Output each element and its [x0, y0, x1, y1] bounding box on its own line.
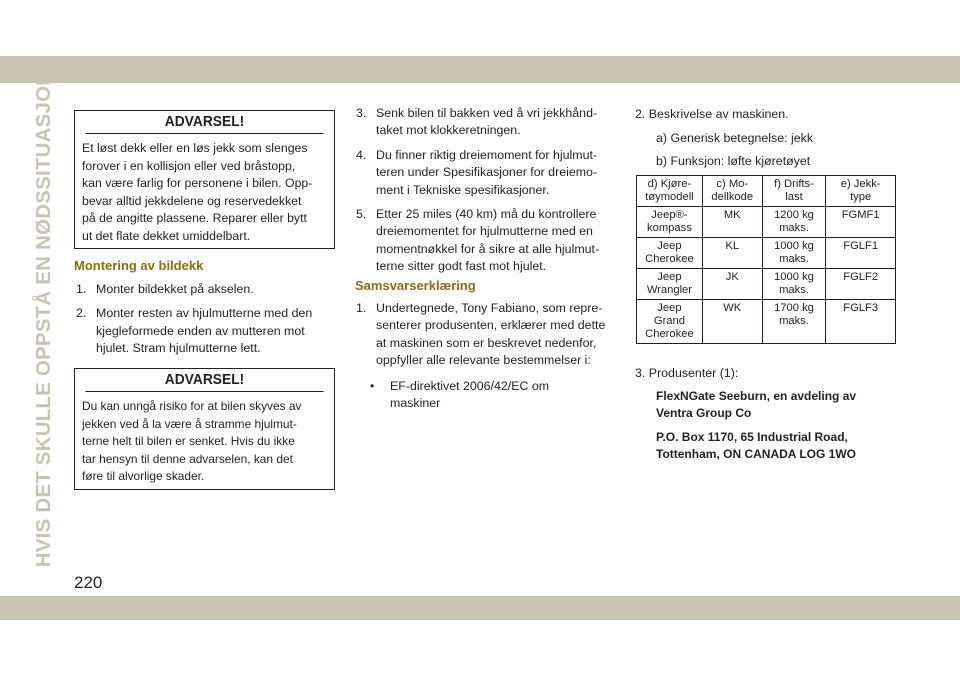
warning-line: tar hensyn til denne advarselen, kan det: [82, 451, 293, 466]
warning-line: kan være farlig for personene i bilen. Opp-: [82, 176, 313, 190]
table-row: [637, 238, 896, 269]
warning-box-loose-tire: [74, 110, 335, 249]
warning-line: ut det flate dekket umiddelbart.: [82, 228, 251, 243]
warning-line: jekken ved å la være å stramme hjulmut-: [82, 416, 297, 431]
table-cell: MK: [702, 207, 762, 238]
list-item: 5. Etter 25 miles (40 km) må du kontrollere dreiemomentet for hjulmutterne med en momentnøkkel for å sikre at alle hjulmut- terne sitter godt fast mot hjulet.: [356, 207, 600, 274]
bullet-icon: •: [370, 379, 375, 393]
manufacturers-heading: 3. Produsenter (1):: [635, 366, 739, 380]
table-header-row: [637, 176, 896, 207]
table-cell: 1000 kg maks.: [762, 269, 826, 300]
list-item: 1. Undertegnede, Tony Fabiano, som repre- senterer produsenten, erklærer med dette at maskinen som er beskrevet nedenfor, oppfyller alle relevante bestemmelser i:: [356, 301, 606, 368]
generic-designation: a) Generisk betegnelse: jekk: [656, 131, 814, 145]
warning-box-jack: [74, 368, 335, 490]
section-side-tab-label: HVIS DET SKULLE OPPSTÅ EN NØDSSITUASJON: [32, 70, 56, 568]
warning-line: Et løst dekk eller en løs jekk som slenges: [82, 141, 308, 155]
table-row: [637, 207, 896, 238]
table-cell: FGLF1: [826, 238, 896, 269]
warning-text: [75, 392, 334, 486]
warning-line: terne helt til bilen er senket. Hvis du ikke: [82, 434, 295, 448]
list-item: 1. Monter bildekket på akselen.: [76, 282, 254, 296]
table-cell: FGLF2: [826, 269, 896, 300]
mounting-steps: [76, 281, 338, 365]
table-cell: FGLF3: [826, 300, 896, 344]
table-cell: JK: [702, 269, 762, 300]
warning-line: bevar alltid jekkdelene og reservedekket: [82, 193, 302, 208]
function-line: b) Funksjon: løfte kjøretøyet: [656, 154, 811, 168]
section-heading-conformity: Samsvarserklæring: [355, 278, 476, 293]
warning-line: Du kan unngå risiko for at bilen skyves av: [82, 399, 302, 413]
table-cell: 1200 kg maks.: [762, 207, 826, 238]
table-cell: 1700 kg maks.: [762, 300, 826, 344]
manufacturer-address: P.O. Box 1170, 65 Industrial Road, Tottenham, ON CANADA LOG 1WO: [656, 430, 856, 461]
list-item: 4. Du finner riktig dreiemoment for hjulmut- teren under Spesifikasjoner for dreiemo- ment i Tekniske spesifikasjoner.: [356, 147, 598, 197]
table-cell: Jeep Grand Cherokee: [637, 300, 703, 344]
machine-description-heading: 2. Beskrivelse av maskinen.: [635, 107, 789, 121]
column-header: c) Mo- dellkode: [702, 176, 762, 207]
table-cell: FGMF1: [826, 207, 896, 238]
table-row: [637, 269, 896, 300]
conformity-steps: [356, 300, 618, 377]
list-item: 3. Senk bilen til bakken ved å vri jekkhånd- taket mot klokkeretningen.: [356, 106, 598, 138]
section-side-tab: [32, 70, 56, 568]
page-number: 220: [74, 573, 103, 592]
table-row: [637, 300, 896, 344]
table-cell: KL: [702, 238, 762, 269]
manufacturer-name: FlexNGate Seeburn, en avdeling av Ventra Group Co: [656, 389, 857, 420]
table-cell: WK: [702, 300, 762, 344]
column-header: e) Jekk- type: [826, 176, 896, 207]
jack-spec-table: [636, 175, 896, 344]
list-item: 2. Monter resten av hjulmutterne med den kjegleformede enden av mutteren mot hjulet. Stram hjulmutterne lett.: [76, 306, 313, 356]
warning-text: [75, 134, 334, 245]
table-cell: Jeep Wrangler: [637, 269, 703, 300]
table-cell: 1000 kg maks.: [762, 238, 826, 269]
column-header: d) Kjøre- tøymodell: [637, 176, 703, 207]
table-cell: Jeep Cherokee: [637, 238, 703, 269]
column-header: f) Drifts- last: [762, 176, 826, 207]
warning-line: på de angitte plassene. Reparer eller bytt: [82, 211, 307, 225]
warning-line: føre til alvorlige skader.: [82, 469, 205, 483]
section-heading-mounting: Montering av bildekk: [74, 258, 204, 273]
warning-title: ADVARSEL!: [85, 111, 323, 134]
warning-title: ADVARSEL!: [85, 369, 323, 392]
table-cell: Jeep®- kompass: [637, 207, 703, 238]
mounting-steps-continued: [356, 105, 618, 283]
header-band: [0, 56, 960, 83]
directive-bullet: • EF-direktivet 2006/42/EC om maskiner: [370, 379, 550, 411]
warning-line: forover i en kollisjon eller ved bråstopp,: [82, 158, 296, 173]
footer-band: [0, 596, 960, 620]
